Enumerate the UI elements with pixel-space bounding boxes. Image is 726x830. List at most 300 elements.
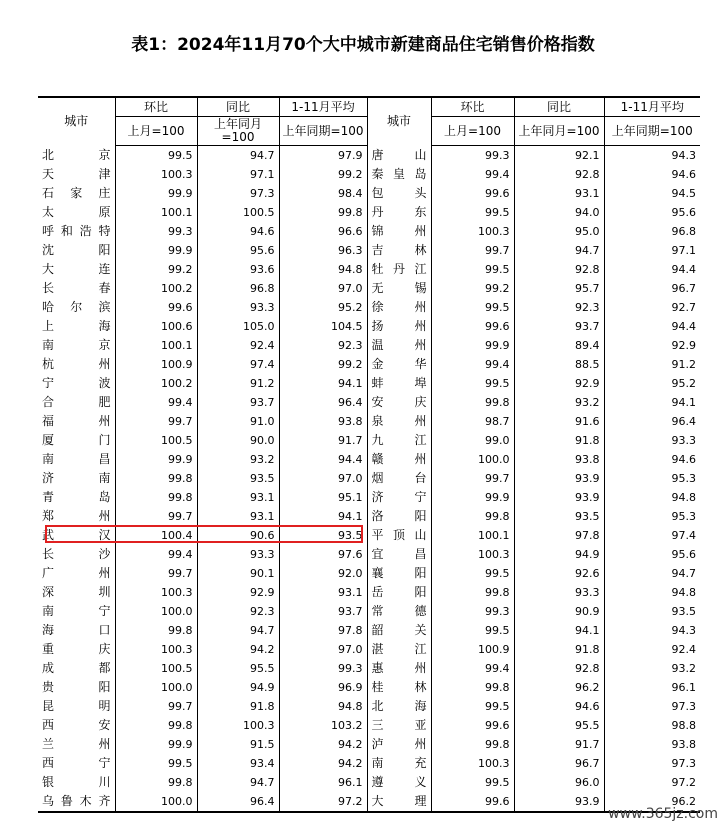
header-avg-left: 1-11月平均 — [279, 97, 367, 117]
city-name: 银川 — [42, 775, 111, 789]
yoy-value: 91.6 — [514, 412, 604, 431]
mom-value: 100.0 — [115, 602, 197, 621]
avg-value: 94.1 — [279, 507, 367, 526]
yoy-value: 94.9 — [514, 545, 604, 564]
mom-value: 100.2 — [115, 374, 197, 393]
table-row — [38, 279, 700, 298]
yoy-value: 93.4 — [197, 754, 279, 773]
yoy-value: 90.1 — [197, 564, 279, 583]
mom-value: 99.9 — [115, 241, 197, 260]
header-mom-base-left: 上月=100 — [115, 117, 197, 146]
price-index-table — [38, 96, 700, 813]
avg-value: 94.1 — [604, 393, 700, 412]
table-row — [38, 678, 700, 697]
mom-value: 100.3 — [431, 545, 514, 564]
table-row — [38, 621, 700, 640]
table-row — [38, 583, 700, 602]
yoy-value: 93.9 — [514, 469, 604, 488]
mom-value: 99.8 — [431, 735, 514, 754]
avg-value: 93.8 — [279, 412, 367, 431]
avg-value: 94.8 — [604, 488, 700, 507]
avg-value: 97.3 — [604, 754, 700, 773]
header-city-right: 城市 — [367, 97, 431, 146]
yoy-value: 93.3 — [197, 298, 279, 317]
city-name: 杭州 — [42, 357, 111, 371]
header-yoy-base-right: 上年同月=100 — [514, 117, 604, 146]
yoy-value: 95.0 — [514, 222, 604, 241]
yoy-value: 94.2 — [197, 640, 279, 659]
city-name: 唐山 — [367, 146, 431, 166]
avg-value: 92.3 — [279, 336, 367, 355]
avg-value: 96.1 — [279, 773, 367, 792]
mom-value: 99.8 — [115, 716, 197, 735]
table-row — [38, 317, 700, 336]
yoy-value: 91.8 — [514, 431, 604, 450]
avg-value: 94.4 — [604, 317, 700, 336]
city-name: 西安 — [42, 718, 111, 732]
mom-value: 99.8 — [431, 393, 514, 412]
city-name: 大理 — [367, 792, 431, 812]
city-name: 长沙 — [42, 547, 111, 561]
mom-value: 99.2 — [431, 279, 514, 298]
yoy-value: 93.3 — [514, 583, 604, 602]
city-name: 呼和浩特 — [42, 224, 111, 238]
yoy-value: 93.1 — [514, 184, 604, 203]
avg-value: 98.4 — [279, 184, 367, 203]
avg-value: 93.5 — [604, 602, 700, 621]
city-name: 南宁 — [42, 604, 111, 618]
header-mom-base-right: 上月=100 — [431, 117, 514, 146]
avg-value: 95.6 — [604, 203, 700, 222]
mom-value: 99.5 — [431, 298, 514, 317]
yoy-value: 94.7 — [197, 146, 279, 166]
mom-value: 100.5 — [115, 659, 197, 678]
yoy-value: 94.9 — [197, 678, 279, 697]
yoy-value: 93.2 — [197, 450, 279, 469]
table-row — [38, 716, 700, 735]
mom-value: 99.9 — [431, 336, 514, 355]
city-name: 锦州 — [367, 222, 431, 241]
mom-value: 99.6 — [431, 317, 514, 336]
city-name: 厦门 — [42, 433, 111, 447]
yoy-value: 92.1 — [514, 146, 604, 166]
yoy-value: 91.7 — [514, 735, 604, 754]
yoy-value: 91.0 — [197, 412, 279, 431]
avg-value: 96.4 — [604, 412, 700, 431]
yoy-value: 97.4 — [197, 355, 279, 374]
city-name: 武汉 — [42, 528, 111, 542]
page-title: 表1：2024年11月70个大中城市新建商品住宅销售价格指数 — [131, 35, 595, 55]
table-row — [38, 184, 700, 203]
table-row — [38, 602, 700, 621]
city-name: 重庆 — [42, 642, 111, 656]
mom-value: 99.9 — [115, 184, 197, 203]
city-name: 宁波 — [42, 376, 111, 390]
mom-value: 99.9 — [115, 735, 197, 754]
avg-value: 91.2 — [604, 355, 700, 374]
yoy-value: 92.6 — [514, 564, 604, 583]
avg-value: 97.1 — [604, 241, 700, 260]
city-name: 广州 — [42, 566, 111, 580]
yoy-value: 91.5 — [197, 735, 279, 754]
yoy-value: 92.3 — [514, 298, 604, 317]
yoy-value: 93.7 — [514, 317, 604, 336]
avg-value: 94.3 — [604, 621, 700, 640]
city-name: 蚌埠 — [367, 374, 431, 393]
avg-value: 97.4 — [604, 526, 700, 545]
yoy-value: 93.1 — [197, 507, 279, 526]
city-name: 惠州 — [367, 659, 431, 678]
city-name: 温州 — [367, 336, 431, 355]
yoy-value: 89.4 — [514, 336, 604, 355]
mom-value: 100.1 — [115, 203, 197, 222]
table-row — [38, 735, 700, 754]
avg-value: 96.7 — [604, 279, 700, 298]
table-row — [38, 355, 700, 374]
avg-value: 94.8 — [279, 697, 367, 716]
avg-value: 93.1 — [279, 583, 367, 602]
city-name: 三亚 — [367, 716, 431, 735]
mom-value: 99.4 — [115, 393, 197, 412]
city-name: 青岛 — [42, 490, 111, 504]
mom-value: 99.3 — [431, 602, 514, 621]
yoy-value: 95.7 — [514, 279, 604, 298]
avg-value: 94.2 — [279, 754, 367, 773]
yoy-value: 94.6 — [514, 697, 604, 716]
avg-value: 93.3 — [604, 431, 700, 450]
header-avg-base-right: 上年同期=100 — [604, 117, 700, 146]
mom-value: 99.7 — [115, 697, 197, 716]
mom-value: 99.8 — [115, 621, 197, 640]
header-city-left: 城市 — [38, 97, 115, 146]
avg-value: 93.8 — [604, 735, 700, 754]
table-row — [38, 450, 700, 469]
city-name: 深圳 — [42, 585, 111, 599]
mom-value: 99.5 — [431, 621, 514, 640]
avg-value: 96.4 — [279, 393, 367, 412]
yoy-value: 92.9 — [514, 374, 604, 393]
city-name: 乌鲁木齐 — [38, 792, 115, 812]
mom-value: 99.8 — [431, 583, 514, 602]
mom-value: 99.7 — [115, 507, 197, 526]
avg-value: 97.6 — [279, 545, 367, 564]
city-name: 大连 — [42, 262, 111, 276]
city-name: 郑州 — [42, 509, 111, 523]
avg-value: 95.2 — [279, 298, 367, 317]
yoy-value: 93.7 — [197, 393, 279, 412]
city-name: 兰州 — [42, 737, 111, 751]
header-yoy-base-left: 上年同月=100 — [197, 117, 279, 146]
yoy-value: 92.3 — [197, 602, 279, 621]
city-name: 徐州 — [367, 298, 431, 317]
city-name: 九江 — [367, 431, 431, 450]
yoy-value: 93.1 — [197, 488, 279, 507]
avg-value: 95.1 — [279, 488, 367, 507]
city-name: 金华 — [367, 355, 431, 374]
mom-value: 100.3 — [431, 222, 514, 241]
mom-value: 99.7 — [115, 412, 197, 431]
table-row — [38, 165, 700, 184]
mom-value: 99.3 — [431, 146, 514, 166]
city-name: 石家庄 — [42, 186, 111, 200]
yoy-value: 97.8 — [514, 526, 604, 545]
mom-value: 99.9 — [431, 488, 514, 507]
avg-value: 94.3 — [604, 146, 700, 166]
watermark: www.365jz.com — [608, 806, 718, 822]
mom-value: 99.5 — [431, 773, 514, 792]
mom-value: 99.6 — [431, 792, 514, 812]
yoy-value: 91.8 — [514, 640, 604, 659]
table-row — [38, 298, 700, 317]
city-name: 常德 — [367, 602, 431, 621]
avg-value: 93.2 — [604, 659, 700, 678]
avg-value: 92.9 — [604, 336, 700, 355]
avg-value: 98.8 — [604, 716, 700, 735]
avg-value: 96.6 — [279, 222, 367, 241]
city-name: 无锡 — [367, 279, 431, 298]
table-row — [38, 412, 700, 431]
table-row — [38, 773, 700, 792]
avg-value: 99.2 — [279, 355, 367, 374]
avg-value: 97.9 — [279, 146, 367, 166]
yoy-value: 93.5 — [514, 507, 604, 526]
mom-value: 100.9 — [115, 355, 197, 374]
header-yoy-right: 同比 — [514, 97, 604, 117]
avg-value: 97.0 — [279, 279, 367, 298]
yoy-value: 90.0 — [197, 431, 279, 450]
yoy-value: 105.0 — [197, 317, 279, 336]
avg-value: 99.3 — [279, 659, 367, 678]
yoy-value: 100.3 — [197, 716, 279, 735]
mom-value: 99.8 — [115, 773, 197, 792]
mom-value: 99.8 — [431, 507, 514, 526]
yoy-value: 94.6 — [197, 222, 279, 241]
city-name: 西宁 — [42, 756, 111, 770]
table-body — [38, 146, 700, 813]
city-name: 北海 — [367, 697, 431, 716]
mom-value: 100.0 — [115, 792, 197, 812]
mom-value: 100.0 — [431, 450, 514, 469]
mom-value: 99.8 — [431, 678, 514, 697]
city-name: 平顶山 — [367, 526, 431, 545]
mom-value: 100.3 — [115, 165, 197, 184]
table-row — [38, 260, 700, 279]
yoy-value: 93.9 — [514, 488, 604, 507]
table-row — [38, 431, 700, 450]
avg-value: 94.2 — [279, 735, 367, 754]
mom-value: 99.7 — [115, 564, 197, 583]
city-name: 洛阳 — [367, 507, 431, 526]
avg-value: 99.8 — [279, 203, 367, 222]
mom-value: 99.8 — [115, 469, 197, 488]
avg-value: 96.1 — [604, 678, 700, 697]
city-name: 遵义 — [367, 773, 431, 792]
avg-value: 92.0 — [279, 564, 367, 583]
avg-value: 104.5 — [279, 317, 367, 336]
yoy-value: 96.8 — [197, 279, 279, 298]
mom-value: 100.1 — [115, 336, 197, 355]
city-name: 桂林 — [367, 678, 431, 697]
mom-value: 100.1 — [431, 526, 514, 545]
city-name: 襄阳 — [367, 564, 431, 583]
mom-value: 99.4 — [431, 165, 514, 184]
yoy-value: 91.2 — [197, 374, 279, 393]
mom-value: 100.3 — [115, 640, 197, 659]
avg-value: 99.2 — [279, 165, 367, 184]
yoy-value: 94.1 — [514, 621, 604, 640]
yoy-value: 93.9 — [514, 792, 604, 812]
avg-value: 96.9 — [279, 678, 367, 697]
yoy-value: 92.8 — [514, 165, 604, 184]
mom-value: 99.6 — [431, 184, 514, 203]
city-name: 上海 — [42, 319, 111, 333]
table-row — [38, 241, 700, 260]
city-name: 宜昌 — [367, 545, 431, 564]
city-name: 济宁 — [367, 488, 431, 507]
yoy-value: 96.4 — [197, 792, 279, 812]
yoy-value: 90.9 — [514, 602, 604, 621]
table-row — [38, 697, 700, 716]
mom-value: 100.6 — [115, 317, 197, 336]
city-name: 南京 — [42, 338, 111, 352]
yoy-value: 93.5 — [197, 469, 279, 488]
mom-value: 99.3 — [115, 222, 197, 241]
city-name: 哈尔滨 — [42, 300, 111, 314]
table-row — [38, 488, 700, 507]
mom-value: 99.8 — [115, 488, 197, 507]
mom-value: 100.4 — [115, 526, 197, 545]
avg-value: 96.2 — [604, 792, 700, 812]
avg-value: 95.3 — [604, 469, 700, 488]
mom-value: 99.5 — [431, 564, 514, 583]
yoy-value: 100.5 — [197, 203, 279, 222]
table-row — [38, 393, 700, 412]
mom-value: 99.0 — [431, 431, 514, 450]
avg-value: 93.7 — [279, 602, 367, 621]
mom-value: 99.7 — [431, 241, 514, 260]
city-name: 贵阳 — [42, 680, 111, 694]
avg-value: 96.8 — [604, 222, 700, 241]
yoy-value: 94.7 — [514, 241, 604, 260]
mom-value: 99.5 — [431, 260, 514, 279]
header-mom-right: 环比 — [431, 97, 514, 117]
mom-value: 100.9 — [431, 640, 514, 659]
mom-value: 99.6 — [431, 716, 514, 735]
city-name: 成都 — [42, 661, 111, 675]
table-row — [38, 203, 700, 222]
header-yoy-left: 同比 — [197, 97, 279, 117]
mom-value: 99.9 — [115, 450, 197, 469]
city-name: 韶关 — [367, 621, 431, 640]
yoy-value: 94.7 — [197, 773, 279, 792]
avg-value: 94.1 — [279, 374, 367, 393]
avg-value: 92.4 — [604, 640, 700, 659]
yoy-value: 96.2 — [514, 678, 604, 697]
avg-value: 94.4 — [279, 450, 367, 469]
yoy-value: 90.6 — [197, 526, 279, 545]
avg-value: 94.5 — [604, 184, 700, 203]
city-name: 沈阳 — [42, 243, 111, 257]
city-name: 岳阳 — [367, 583, 431, 602]
avg-value: 92.7 — [604, 298, 700, 317]
city-name: 牡丹江 — [367, 260, 431, 279]
table-row — [38, 659, 700, 678]
city-name: 丹东 — [367, 203, 431, 222]
table-row — [38, 564, 700, 583]
table-row — [38, 222, 700, 241]
table-row — [38, 507, 700, 526]
yoy-value: 96.7 — [514, 754, 604, 773]
avg-value: 97.8 — [279, 621, 367, 640]
city-name: 吉林 — [367, 241, 431, 260]
avg-value: 94.8 — [279, 260, 367, 279]
header-mom-left: 环比 — [115, 97, 197, 117]
yoy-value: 92.9 — [197, 583, 279, 602]
yoy-value: 95.5 — [197, 659, 279, 678]
avg-value: 103.2 — [279, 716, 367, 735]
yoy-value: 93.2 — [514, 393, 604, 412]
avg-value: 97.0 — [279, 640, 367, 659]
mom-value: 98.7 — [431, 412, 514, 431]
city-name: 南充 — [367, 754, 431, 773]
yoy-value: 93.3 — [197, 545, 279, 564]
table-row — [38, 792, 700, 812]
city-name: 泸州 — [367, 735, 431, 754]
yoy-value: 88.5 — [514, 355, 604, 374]
avg-value: 95.2 — [604, 374, 700, 393]
city-name: 秦皇岛 — [367, 165, 431, 184]
mom-value: 100.0 — [115, 678, 197, 697]
city-name: 北京 — [42, 147, 111, 162]
mom-value: 100.2 — [115, 279, 197, 298]
avg-value: 91.7 — [279, 431, 367, 450]
mom-value: 99.7 — [431, 469, 514, 488]
avg-value: 97.2 — [279, 792, 367, 812]
yoy-value: 95.5 — [514, 716, 604, 735]
mom-value: 100.3 — [431, 754, 514, 773]
table-row — [38, 146, 700, 166]
city-name: 赣州 — [367, 450, 431, 469]
city-name: 天津 — [42, 167, 111, 181]
mom-value: 99.4 — [115, 545, 197, 564]
yoy-value: 92.4 — [197, 336, 279, 355]
mom-value: 99.4 — [431, 659, 514, 678]
table-row — [38, 374, 700, 393]
city-name: 湛江 — [367, 640, 431, 659]
city-name: 安庆 — [367, 393, 431, 412]
avg-value: 94.6 — [604, 450, 700, 469]
yoy-value: 94.0 — [514, 203, 604, 222]
yoy-value: 96.0 — [514, 773, 604, 792]
table-row — [38, 526, 700, 545]
mom-value: 99.2 — [115, 260, 197, 279]
city-name: 海口 — [42, 623, 111, 637]
mom-value: 99.5 — [115, 146, 197, 166]
avg-value: 97.3 — [604, 697, 700, 716]
yoy-value: 94.7 — [197, 621, 279, 640]
avg-value: 95.6 — [604, 545, 700, 564]
yoy-value: 97.3 — [197, 184, 279, 203]
mom-value: 99.5 — [431, 697, 514, 716]
city-name: 合肥 — [42, 395, 111, 409]
avg-value: 93.5 — [279, 526, 367, 545]
mom-value: 100.5 — [115, 431, 197, 450]
avg-value: 97.2 — [604, 773, 700, 792]
city-name: 南昌 — [42, 452, 111, 466]
avg-value: 95.3 — [604, 507, 700, 526]
table-row — [38, 754, 700, 773]
avg-value: 94.6 — [604, 165, 700, 184]
